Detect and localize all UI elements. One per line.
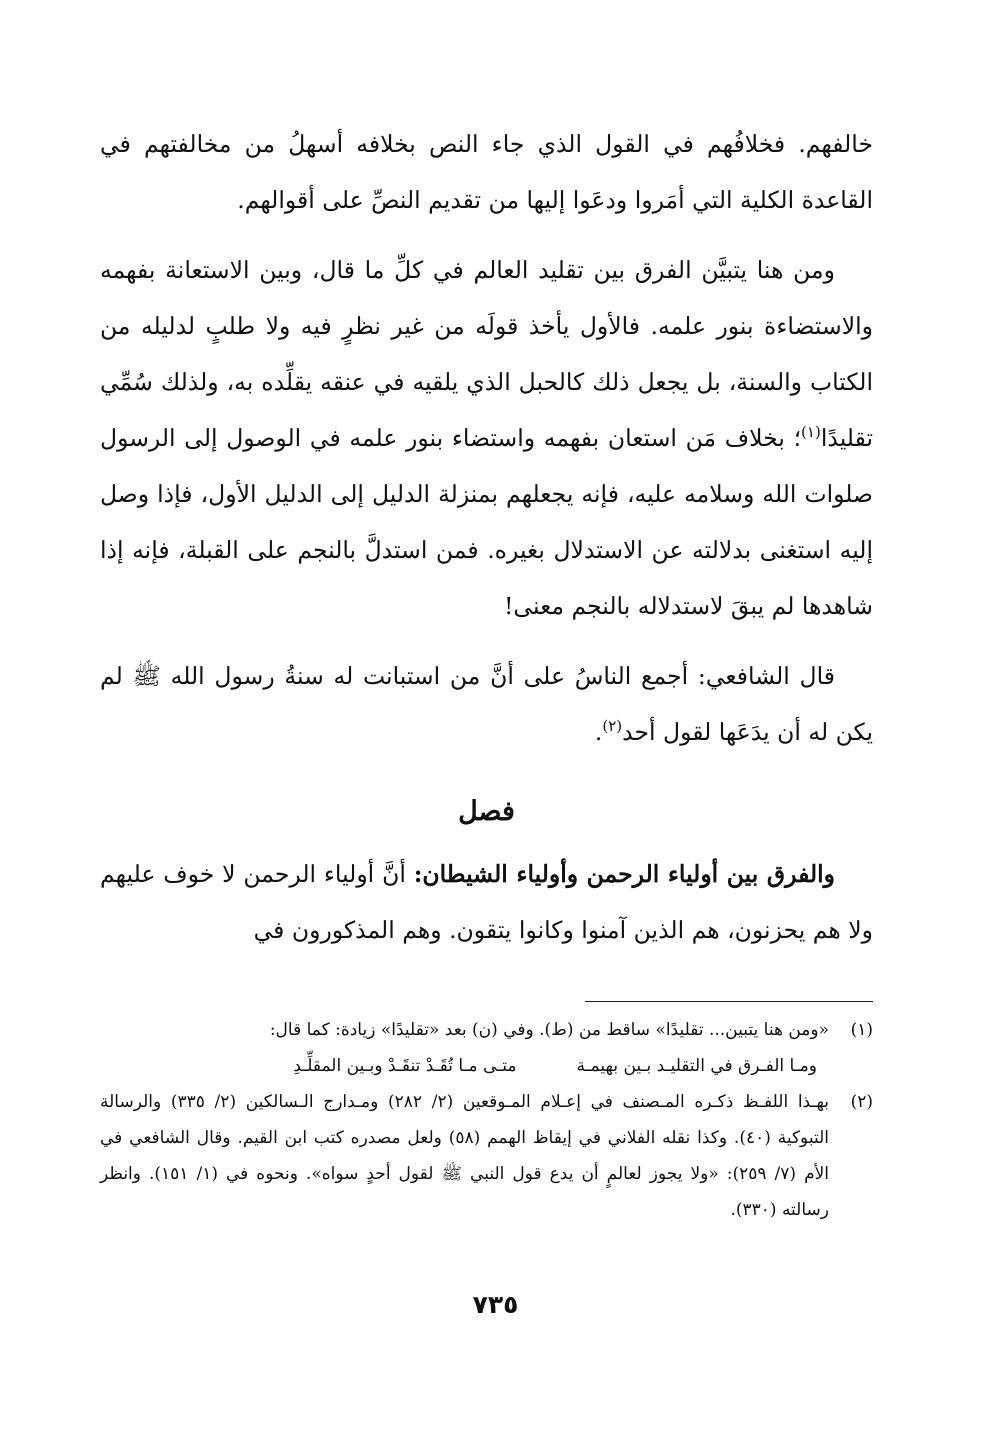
verse-first-hemistich: ومـا الفـرق في التقليـد بـين بهيمـة [576, 1056, 817, 1076]
paragraph-3-text-after-ref: . [594, 718, 603, 746]
paragraph-2-text-before-ref: ومن هنا يتبيَّن الفرق بين تقليد العالم في كلِّ ما قال، وبين الاستعانة بفهمه والاستضاءة بنور علمه. فالأول يأخذ قولَه من غير نظرٍ فيه ولا طلبٍ لدليله من الكتاب والسنة، بل يجعل ذلك كالحبل الذي يلقيه في عنقه يقلِّده به، ولذلك سُمِّي تقليدًا [100, 256, 873, 452]
paragraph-2-text-after-ref: ؛ بخلاف مَن استعان بفهمه واستضاء بنور علمه في الوصول إلى الرسول صلوات الله وسلامه عليه، فإنه يجعلهم بمنزلة الدليل إلى الدليل الأول، فإذا وصل إليه استغنى بدلالته عن الاستدلال بغيره. فمن استدلَّ بالنجم على القبلة، فإنه إذا شاهدها لم يبقَ لاستدلاله بالنجم معنى! [100, 424, 873, 620]
footnote-1-number: (١) [850, 1020, 873, 1040]
footnote-ref-1[interactable]: (١) [801, 423, 821, 442]
footnote-2-text: بهـذا اللفـظ ذكـره المـصنف في إعـلام المـوقعين (٢/ ٢٨٢) ومـدارج الـسالكين (٢/ ٣٣٥) والرسالة التبوكية (٤٠). وكذا نقله الفلاني في إيقاظ الهمم (٥٨) ولعل مصدره كتب ابن القيم. وقال الشافعي في الأم (٧/ ٢٥٩): «ولا يجوز لعالمٍ أن يدع قول النبي ﷺ لقول أحدٍ سواه». ونحوه في (١/ ١٥١). وانظر رسالته (٣٣٠). [100, 1092, 830, 1220]
footnote-2-number: (٢) [850, 1092, 873, 1112]
footnote-separator [585, 1001, 873, 1002]
verse-second-hemistich: متـى مـا تُقَـدْ تنقَـدْ وبـين المقلِّـدِ [293, 1056, 517, 1076]
section-text: أنَّ أولياء الرحمن لا خوف عليهم ولا هم يحزنون، هم الذين آمنوا وكانوا يتقون. وهم المذكورون في [100, 860, 873, 944]
page-number: ٧٣٥ [472, 1290, 519, 1319]
section-lead: والفرق بين أولياء الرحمن وأولياء الشيطان: [413, 860, 835, 888]
section-paragraph [100, 846, 873, 958]
paragraph-2 [100, 242, 873, 634]
section-heading: فصل [458, 796, 515, 827]
paragraph-3 [100, 648, 873, 760]
paragraph-1-text: خالفهم. فخلافُهم في القول الذي جاء النص بخلافه أسهلُ من مخالفتهم في القاعدة الكلية التي أمَروا ودعَوا إليها من تقديم النصِّ على أقوالهم. [100, 130, 873, 214]
paragraph-3-text-before-ref: قال الشافعي: أجمع الناسُ على أنَّ من استبانت له سنةُ رسول الله ﷺ لم يكن له أن يدَعَها لقول أحد [100, 662, 873, 746]
footnotes [100, 1012, 873, 1228]
footnote-1-verse [100, 1048, 873, 1084]
footnote-ref-2[interactable]: (٢) [602, 717, 623, 736]
footnote-1-text: «ومن هنا يتبين... تقليدًا» ساقط من (ط). وفي (ن) بعد «تقليدًا» زيادة: كما قال: [269, 1020, 829, 1040]
footnote-1 [100, 1012, 873, 1048]
footnote-2 [100, 1084, 873, 1228]
footnote-1-body [100, 1012, 829, 1048]
main-text [100, 116, 873, 972]
paragraph-1 [100, 116, 873, 228]
